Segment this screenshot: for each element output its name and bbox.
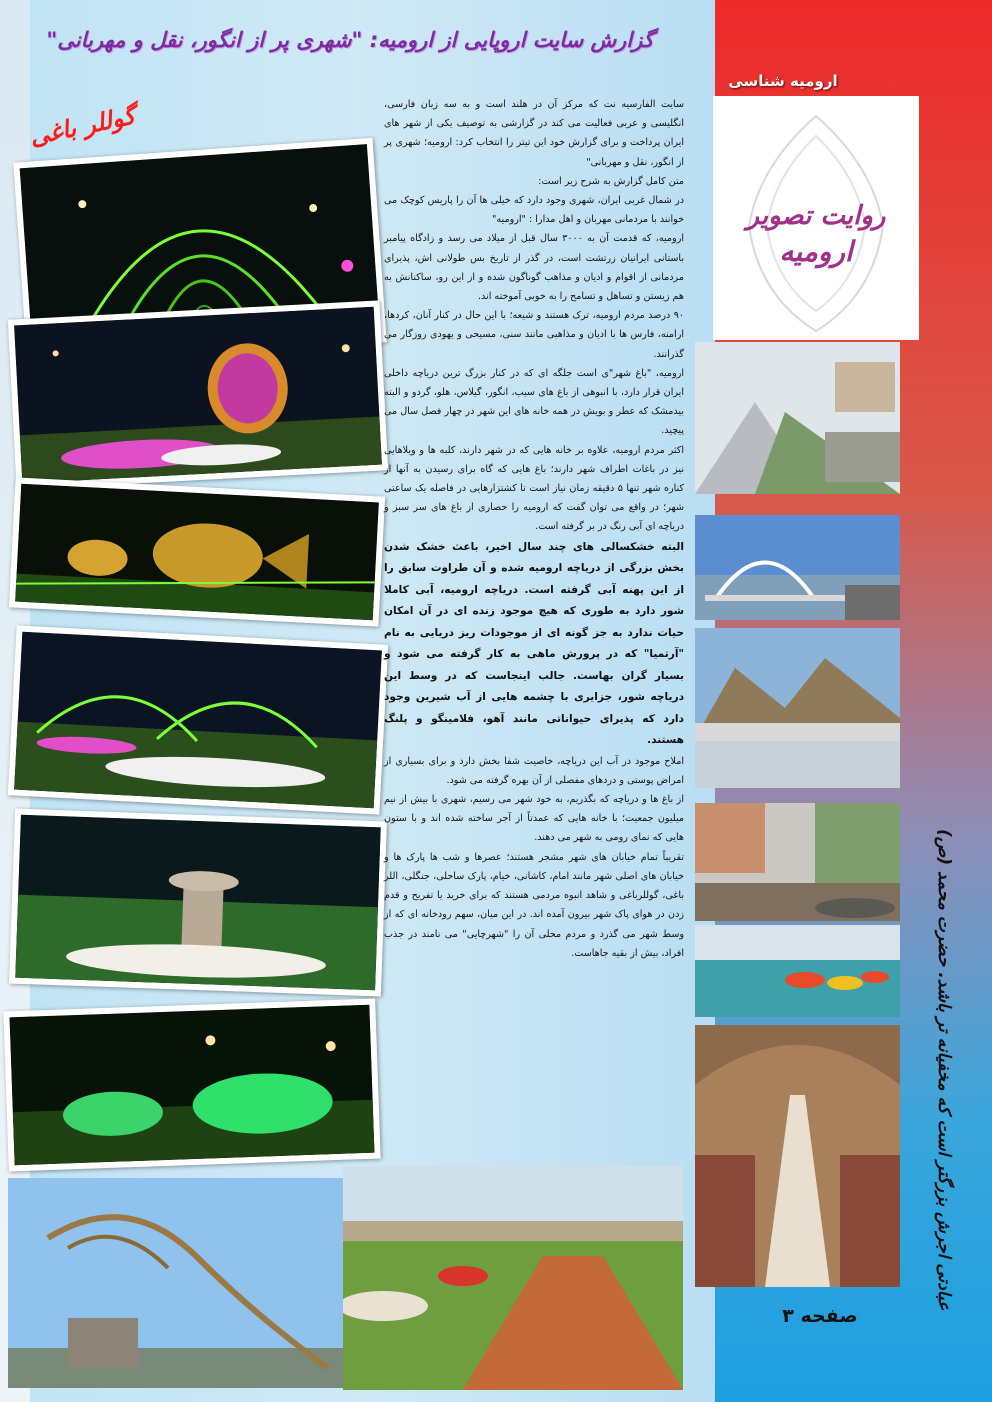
article-body bbox=[384, 95, 684, 963]
flamingo-square-illustration bbox=[695, 803, 900, 921]
side-photo-pedal-boats bbox=[695, 925, 900, 1017]
garden-photo-turtle-sculpture bbox=[3, 999, 380, 1172]
pedal-boats-illustration bbox=[695, 925, 900, 1017]
side-photo-riverside bbox=[695, 342, 900, 494]
day-park-illustration bbox=[343, 1166, 683, 1390]
garden-photo-day-park bbox=[343, 1166, 683, 1390]
garden-photo-stone-vase bbox=[9, 809, 387, 997]
stone-vase-illustration bbox=[15, 815, 380, 990]
page-headline: گزارش سایت اروپایی از ارومیه: "شهری پر از انگور، نقل و مهربانی" bbox=[46, 28, 654, 52]
side-photo-dam bbox=[695, 628, 900, 788]
logo-panel bbox=[713, 96, 919, 340]
vase-flowers-illustration bbox=[14, 307, 382, 484]
article-paragraph: ارومیه، "باغ شهر"ی است جلگه ای که در کنار بزرگ ترین دریاچه داخلی ایران قرار دارد، با انبوهی از باغ های سیب، انگور، گیلاس، هلو، گردو و البته بیدمشک که عطر و بویش در همه خانه های این شهر در چهار فصل سال می پیچید. bbox=[384, 367, 684, 437]
section-label: ارومیه شناسی bbox=[728, 72, 838, 90]
bazaar-illustration bbox=[695, 1025, 900, 1287]
side-photo-bridge bbox=[695, 515, 900, 620]
green-arches-illustration bbox=[14, 632, 382, 809]
article-paragraph: متن کامل گزارش به شرح زیر است: bbox=[538, 175, 684, 187]
page-number: صفحه ۳ bbox=[782, 1305, 858, 1327]
article-paragraph: ۹۰ درصد مردم ارومیه، ترک هستند و شیعه؛ با این حال در کنار آنان، کردها، ارامنه، فارس ها با ادیان و مذاهبی مانند سنی، مسیحی و یهودی روزگار می گذرانند. bbox=[384, 310, 684, 360]
bridge-illustration bbox=[695, 515, 900, 620]
article-paragraph: ارومیه، که قدمت آن به ۳۰۰۰ سال قبل از میلاد می رسد و زادگاه پیامبر باستانی ایرانیان زرتشت است، در گذر از تاریخ بس طولانی اش، پذیرای مردمانی از اقوام و ادیان و مذاهب گوناگون شده و از این رو، ساکنانش به هم زیستن و تساهل و تسامح را به خوبی آموخته اند. bbox=[384, 233, 684, 303]
article-paragraph: سایت الفارسیه نت که مرکز آن در هلند است و به سه زبان فارسی، انگلیسی و عربی فعالیت می کند در گزارشی به توصیف یکی از شهر های ایران پرداخت و برای گزارش خود این تیتر را انتخاب کرد: ارومیه؛ شهری پر از انگور، نقل و مهربانی" bbox=[384, 99, 684, 168]
article-paragraph: املاح موجود در آب این دریاچه، خاصیت شفا بخش دارد و برای بسیاری از امراض پوستی و دردهای مفصلی از آن بهره گرفته می شود. bbox=[384, 755, 684, 786]
turtle-sculpture-illustration bbox=[10, 1005, 375, 1165]
bird-sculpture-illustration bbox=[8, 1178, 343, 1388]
riverside-illustration bbox=[695, 342, 900, 494]
logo-line-1: روایت تصویر bbox=[746, 201, 886, 231]
article-paragraph: در شمال غربی ایران، شهری وجود دارد که خیلی ها آن را پاریس کوچک می خوانند با مردمانی مهربان و اهل مدارا : "ارومیه" bbox=[384, 195, 684, 226]
article-paragraph: اکثر مردم ارومیه، علاوه بر خانه هایی که در شهر دارند، کلبه ها و ویلاهایی نیز در باغات اطراف شهر دارند؛ باغ هایی که گاه برای رسیدن به آنها از کناره شهر تنها ۵ دقیقه زمان نیاز است تا کشتزارهایی در فاصله یک ساعتی شهر؛ در واقع می توان گفت که ارومیه را حصاری از باغ های سر سبز و دریاچه ای آبی رنگ در بر گرفته است. bbox=[384, 444, 684, 533]
gallery-title: گوللر باغی bbox=[27, 101, 138, 152]
fish-sculpture-illustration bbox=[15, 484, 379, 621]
sidebar-quote: عبادتی اجرش بزرگتر است که مخفیانه تر باشد. حضرت محمد (ص) bbox=[934, 829, 954, 1311]
side-photo-flamingo-square bbox=[695, 803, 900, 921]
logo-ornament bbox=[713, 96, 919, 340]
side-photo-bazaar bbox=[695, 1025, 900, 1287]
article-paragraph: از باغ ها و دریاچه که بگذریم، به خود شهر می رسیم، شهری با بیش از نیم میلیون جمعیت؛ با خانه هایی که عمدتاً از آجر ساخته شده اند و با ستون هایی که نمای رومی به شهر می دهند. bbox=[384, 794, 684, 844]
garden-photo-fish-sculpture bbox=[9, 477, 385, 626]
dam-illustration bbox=[695, 628, 900, 788]
article-paragraph-bold: البته خشکسالی های چند سال اخیر، باعث خشک شدن بخش بزرگی از دریاچه ارومیه شده و آن طراوت سابق را از این پهنه آبی گرفته است. دریاچه ارومیه، آبی کاملا شور دارد به طوری که هیچ موجود زنده ای در آن امکان حیات ندارد به جز گونه ای از موجودات ریز دریایی به نام "آرتمیا" که در پرورش ماهی به کار گرفته می شود و بسیار گران بهاست. جالب اینجاست که در وسط این دریاچه شور، جزایری با چشمه هایی از آب شیرین وجود دارد که پذیرای حیواناتی مانند آهو، فلامینگو و پلنگ هستند. bbox=[384, 540, 684, 747]
article-paragraph: تقریباً تمام خیابان های شهر مشجر هستند؛ عصرها و شب ها پارک ها و خیابان های اصلی شهر مانند امام، کاشانی، خیام، پارک ساحلی، جنگلی، اللر باغی، گوللرباغی و شاهد انبوه مردمی هستند که برای خرید یا تفریح و قدم زدن در هوای پاک شهر بیرون آمده اند. در این میان، سهم رودخانه ای که از وسط شهر می گذرد و مردم محلی آن را "شهرچایی" می نامند در جذب افراد، بیش از بقیه جاهاست. bbox=[384, 851, 684, 959]
logo-line-2: ارومیه bbox=[779, 235, 853, 268]
garden-photo-green-arches bbox=[8, 625, 388, 814]
garden-photo-bird-sculpture bbox=[8, 1178, 343, 1388]
garden-photo-vase-flowers bbox=[8, 300, 388, 489]
